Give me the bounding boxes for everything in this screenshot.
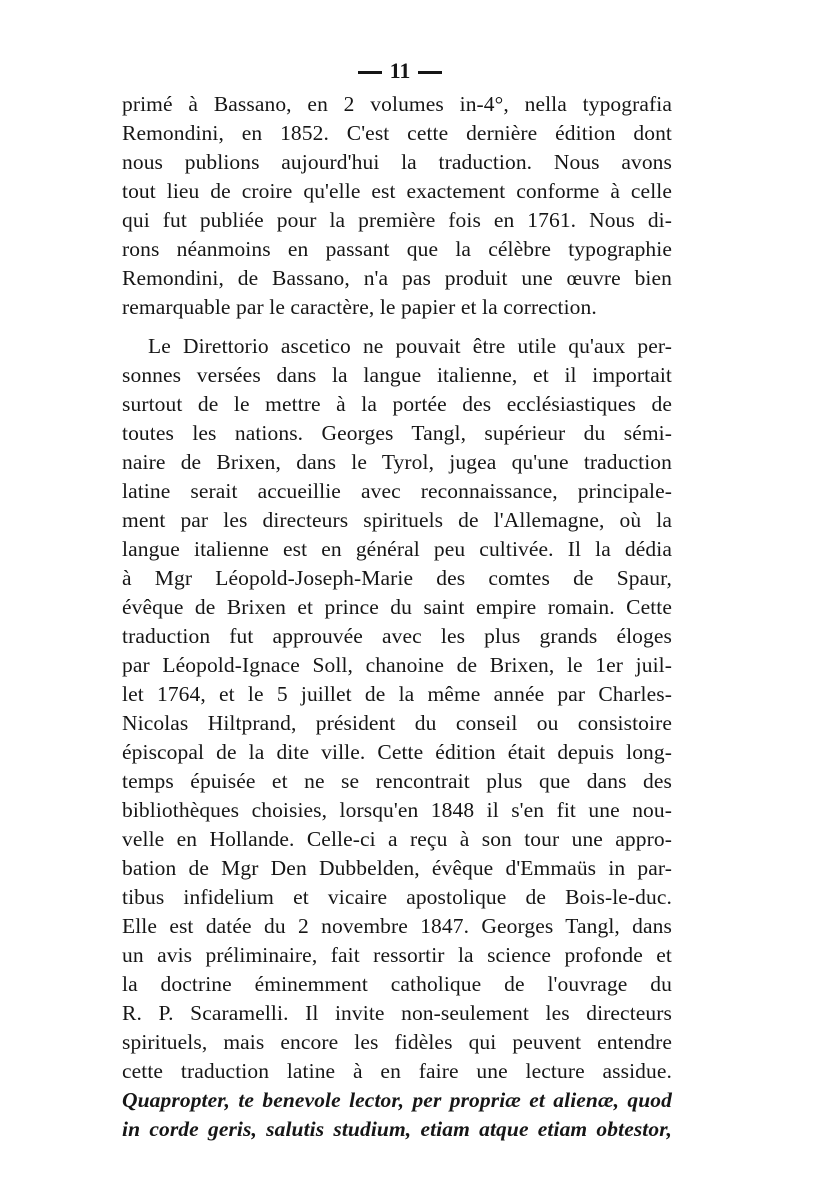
text-line: spirituels, mais encore les fidèles qui peuvent entendre — [122, 1030, 672, 1054]
text-line: naire de Brixen, dans le Tyrol, jugea qu'une traduction — [122, 450, 672, 474]
text-line: surtout de le mettre à la portée des ecclésiastiques de — [122, 392, 672, 416]
body-text — [122, 90, 672, 1144]
text-line: Nicolas Hiltprand, président du conseil ou consistoire — [122, 711, 672, 735]
text-line: par Léopold-Ignace Soll, chanoine de Brixen, le 1er juil- — [122, 653, 672, 677]
text-line: nous publions aujourd'hui la traduction. Nous avons — [122, 150, 672, 174]
text-line: bation de Mgr Den Dubbelden, évêque d'Emmaüs in par- — [122, 856, 672, 880]
text-line: sonnes versées dans la langue italienne, et il importait — [122, 363, 672, 387]
text-line: bibliothèques choisies, lorsqu'en 1848 il s'en fit une nou- — [122, 798, 672, 822]
text-line: R. P. Scaramelli. Il invite non-seulement les directeurs — [122, 1001, 672, 1025]
text-line: velle en Hollande. Celle-ci a reçu à son tour une appro- — [122, 827, 672, 851]
text-line: Remondini, en 1852. C'est cette dernière édition dont — [122, 121, 672, 145]
text-line: remarquable par le caractère, le papier et la correction. — [122, 295, 597, 319]
text-line: Elle est datée du 2 novembre 1847. Georges Tangl, dans — [122, 914, 672, 938]
text-line: Remondini, de Bassano, n'a pas produit une œuvre bien — [122, 266, 672, 290]
text-line: épiscopal de la dite ville. Cette édition était depuis long- — [122, 740, 672, 764]
text-line: un avis préliminaire, fait ressortir la science profonde et — [122, 943, 672, 967]
text-line: à Mgr Léopold-Joseph-Marie des comtes de Spaur, — [122, 566, 672, 590]
text-line: latine serait accueillie avec reconnaissance, principale- — [122, 479, 672, 503]
text-line: temps épuisée et ne se rencontrait plus que dans des — [122, 769, 672, 793]
text-line: la doctrine éminemment catholique de l'ouvrage du — [122, 972, 672, 996]
text-line: évêque de Brixen et prince du saint empire romain. Cette — [122, 595, 672, 619]
text-line: ment par les directeurs spirituels de l'Allemagne, où la — [122, 508, 672, 532]
text-line: cette traduction latine à en faire une lecture assidue. — [122, 1059, 672, 1083]
text-line: tibus infidelium et vicaire apostolique de Bois-le-duc. — [122, 885, 672, 909]
text-line: rons néanmoins en passant que la célèbre typographie — [122, 237, 672, 261]
page-number: 11 — [0, 58, 800, 84]
text-line: Le Direttorio ascetico ne pouvait être utile qu'aux per- — [148, 334, 672, 358]
text-line: toutes les nations. Georges Tangl, supérieur du sémi- — [122, 421, 672, 445]
text-line: tout lieu de croire qu'elle est exactement conforme à celle — [122, 179, 672, 203]
text-line: Quapropter, te benevole lector, per propriæ et alienæ, quod — [122, 1088, 672, 1112]
text-line: primé à Bassano, en 2 volumes in-4°, nella typografia — [122, 92, 672, 116]
text-line: langue italienne est en général peu cultivée. Il la dédia — [122, 537, 672, 561]
text-line: qui fut publiée pour la première fois en 1761. Nous di- — [122, 208, 672, 232]
text-line: in corde geris, salutis studium, etiam atque etiam obtestor, — [122, 1117, 672, 1141]
text-line: let 1764, et le 5 juillet de la même année par Charles- — [122, 682, 672, 706]
text-line: traduction fut approuvée avec les plus grands éloges — [122, 624, 672, 648]
